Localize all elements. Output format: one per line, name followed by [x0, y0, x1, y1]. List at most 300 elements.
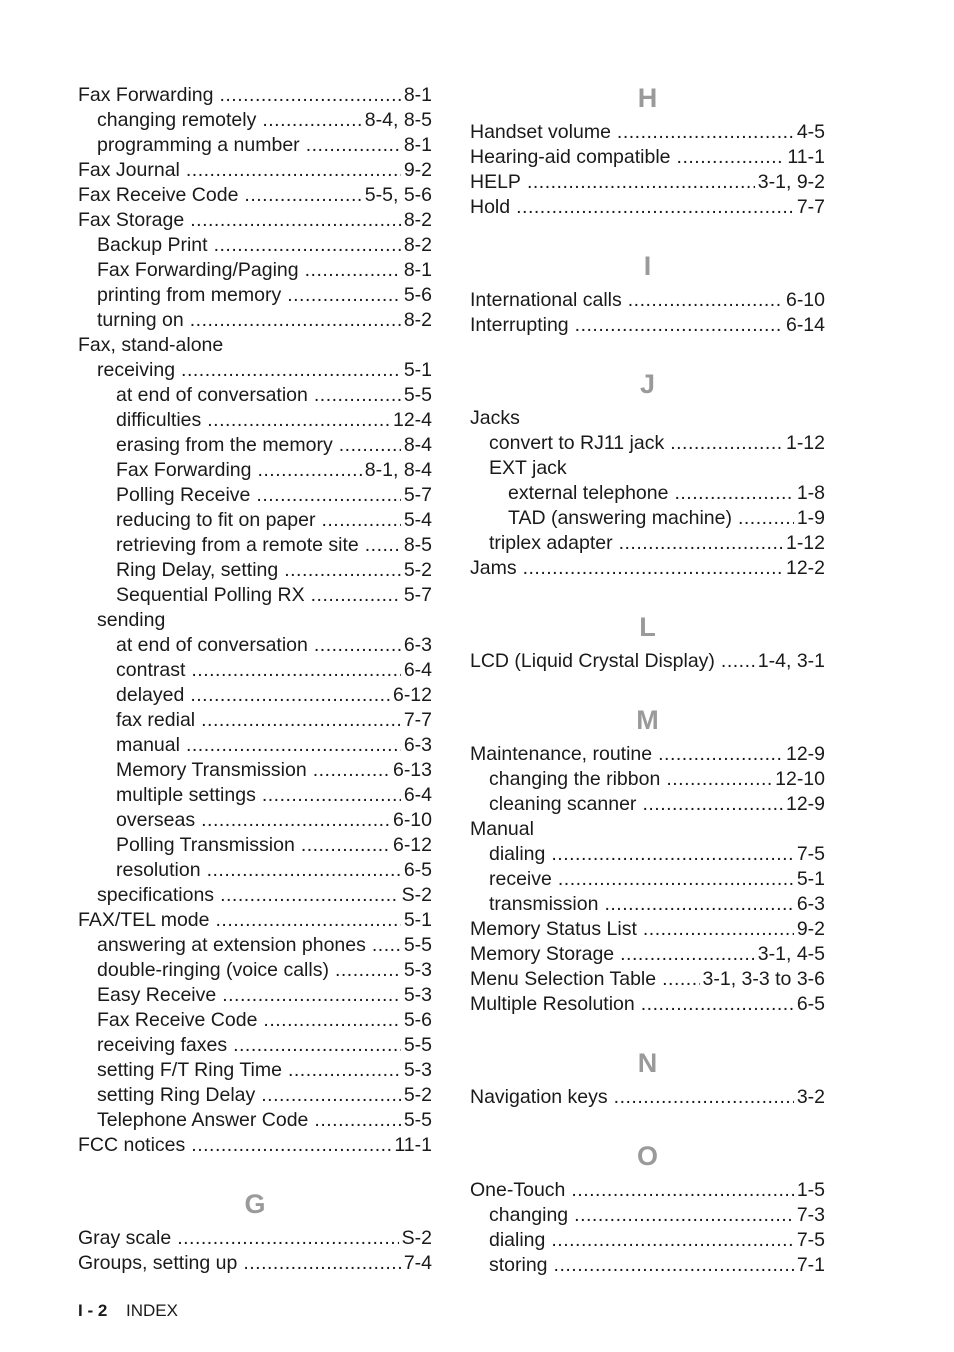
dot-leader [372, 933, 401, 958]
index-term: Fax Receive Code [97, 1009, 258, 1031]
index-term: contrast [116, 659, 186, 681]
index-term: turning on [97, 309, 184, 331]
footer-page-number: I - 2 [78, 1301, 108, 1320]
index-page-ref: 3-1, 9-2 [757, 171, 825, 193]
index-entry [78, 883, 432, 908]
dot-leader [216, 908, 401, 933]
index-term: Telephone Answer Code [97, 1109, 309, 1131]
index-page-ref: 7-7 [796, 196, 825, 218]
index-page-ref: 8-1, 8-4 [364, 459, 432, 481]
index-page-ref: 8-1 [403, 134, 432, 156]
index-page-ref: 7-1 [796, 1254, 825, 1276]
index-page-ref: 6-14 [785, 314, 825, 336]
dot-leader [666, 767, 772, 792]
index-page-ref: 1-5 [796, 1179, 825, 1201]
index-page-ref: 5-6 [403, 1009, 432, 1031]
index-page-ref: 8-2 [403, 209, 432, 231]
dot-leader [214, 233, 401, 258]
index-term: Fax, stand-alone [78, 334, 224, 356]
index-term: multiple settings [116, 784, 256, 806]
index-page-ref: 5-5 [403, 1109, 432, 1131]
index-term: Hold [470, 196, 511, 218]
index-page-ref: 1-12 [785, 532, 825, 554]
index-page-ref: 6-12 [392, 684, 432, 706]
index-entry [470, 431, 825, 456]
index-term: difficulties [116, 409, 202, 431]
index-term: setting F/T Ring Time [97, 1059, 282, 1081]
index-entry [78, 158, 432, 183]
index-entry [78, 1226, 432, 1251]
index-entry [470, 288, 825, 313]
index-page-ref: 8-5 [403, 534, 432, 556]
index-page-ref: 12-2 [785, 557, 825, 579]
index-term: Memory Status List [470, 918, 637, 940]
dot-leader [314, 383, 401, 408]
dot-leader [190, 208, 401, 233]
dot-leader [201, 708, 401, 733]
index-page-ref: 5-3 [403, 1059, 432, 1081]
index-term: storing [489, 1254, 548, 1276]
index-entry [470, 649, 825, 674]
dot-leader [263, 1008, 400, 1033]
index-entry [470, 170, 825, 195]
index-page-ref: 3-2 [796, 1086, 825, 1108]
dot-leader [516, 195, 794, 220]
index-term: HELP [470, 171, 521, 193]
index-page-ref: 7-4 [403, 1252, 432, 1274]
index-entry [78, 133, 432, 158]
index-term: overseas [116, 809, 196, 831]
index-letter-heading: M [636, 705, 659, 735]
index-term: sending [97, 609, 166, 631]
index-term: reducing to fit on paper [116, 509, 316, 531]
dot-leader [186, 733, 401, 758]
index-entry [470, 556, 825, 581]
dot-leader [191, 658, 400, 683]
index-page-ref: 5-5 [403, 384, 432, 406]
index-term: external telephone [508, 482, 669, 504]
index-term: changing remotely [97, 109, 257, 131]
dot-leader [628, 288, 783, 313]
index-term: Fax Forwarding/Paging [97, 259, 299, 281]
dot-leader [643, 917, 794, 942]
index-term: EXT jack [489, 457, 567, 479]
index-term: Fax Forwarding [116, 459, 252, 481]
index-page-ref: 12-9 [785, 793, 825, 815]
index-entry [78, 608, 432, 633]
index-entry [78, 383, 432, 408]
index-page-ref: 11-1 [394, 1134, 432, 1156]
index-entry [470, 842, 825, 867]
dot-leader [262, 783, 401, 808]
index-page-ref: 4-5 [796, 121, 825, 143]
index-term: resolution [116, 859, 201, 881]
dot-leader [551, 1228, 793, 1253]
index-entry [470, 195, 825, 220]
index-term: Hearing-aid compatible [470, 146, 671, 168]
index-term: receive [489, 868, 552, 890]
index-page-ref: 6-5 [403, 859, 432, 881]
dot-leader [186, 158, 401, 183]
index-entry [470, 917, 825, 942]
index-page-ref: 6-4 [403, 659, 432, 681]
index-entry [470, 792, 825, 817]
index-term: convert to RJ11 jack [489, 432, 665, 454]
index-letter-heading: J [639, 369, 656, 399]
index-term: Sequential Polling RX [116, 584, 305, 606]
dot-leader [677, 145, 785, 170]
index-page-ref: 5-2 [403, 559, 432, 581]
index-entry [78, 683, 432, 708]
index-page-ref: 5-3 [403, 984, 432, 1006]
index-page-ref: 1-9 [796, 507, 825, 529]
dot-leader [558, 867, 794, 892]
index-entry [78, 758, 432, 783]
index-page-ref: 7-5 [796, 843, 825, 865]
index-page-ref: 6-10 [392, 809, 432, 831]
index-term: Polling Receive [116, 484, 251, 506]
index-term: answering at extension phones [97, 934, 366, 956]
dot-leader [571, 1178, 793, 1203]
index-letter-heading: I [643, 251, 652, 281]
index-entry [470, 506, 825, 531]
dot-leader [620, 942, 755, 967]
dot-leader [619, 531, 783, 556]
index-entry [470, 481, 825, 506]
index-term: Handset volume [470, 121, 611, 143]
index-entry [78, 83, 432, 108]
index-entry [78, 808, 432, 833]
index-entry [78, 483, 432, 508]
dot-leader [574, 1203, 794, 1228]
index-page-ref: 5-7 [403, 484, 432, 506]
page-footer [78, 1300, 178, 1322]
index-term: receiving faxes [97, 1034, 228, 1056]
dot-leader [288, 1058, 401, 1083]
index-entry [470, 145, 825, 170]
index-entry [78, 708, 432, 733]
index-term: double-ringing (voice calls) [97, 959, 329, 981]
index-page-ref: 5-1 [796, 868, 825, 890]
index-term: setting Ring Delay [97, 1084, 256, 1106]
index-entry [470, 867, 825, 892]
dot-leader [190, 683, 390, 708]
index-entry [78, 333, 432, 358]
index-term: FAX/TEL mode [78, 909, 210, 931]
index-term: Navigation keys [470, 1086, 608, 1108]
index-entry [78, 1058, 432, 1083]
index-page-ref: 5-5 [403, 1034, 432, 1056]
dot-leader [284, 558, 401, 583]
index-letter-heading: H [637, 83, 658, 113]
index-page-ref: 5-5, 5-6 [364, 184, 432, 206]
index-term: delayed [116, 684, 185, 706]
dot-leader [738, 506, 794, 531]
index-entry [470, 456, 825, 481]
index-entry [78, 1083, 432, 1108]
index-page-ref: 6-3 [403, 734, 432, 756]
index-page-ref: 6-10 [785, 289, 825, 311]
index-page-ref: 8-4, 8-5 [364, 109, 432, 131]
index-entry [470, 992, 825, 1017]
index-page-ref: 7-5 [796, 1229, 825, 1251]
index-entry [470, 120, 825, 145]
dot-leader [321, 508, 400, 533]
index-page-ref: 6-13 [392, 759, 432, 781]
index-term: manual [116, 734, 180, 756]
dot-leader [314, 633, 401, 658]
index-term: Fax Forwarding [78, 84, 214, 106]
dot-leader [301, 833, 390, 858]
index-entry [470, 531, 825, 556]
index-entry [470, 892, 825, 917]
index-term: Memory Transmission [116, 759, 307, 781]
dot-leader [287, 283, 401, 308]
index-term: Backup Print [97, 234, 208, 256]
index-term: programming a number [97, 134, 300, 156]
index-entry [78, 858, 432, 883]
index-page-ref: 7-3 [796, 1204, 825, 1226]
index-term: Jacks [470, 407, 520, 429]
index-entry [470, 313, 825, 338]
index-term: Groups, setting up [78, 1252, 238, 1274]
dot-leader [243, 1251, 400, 1276]
index-entry [470, 1178, 825, 1203]
index-page-ref: S-2 [401, 884, 432, 906]
dot-leader [181, 358, 401, 383]
dot-leader [191, 1133, 391, 1158]
dot-leader [222, 983, 401, 1008]
index-entry [470, 1085, 825, 1110]
index-term: dialing [489, 843, 546, 865]
dot-leader [311, 583, 401, 608]
index-entry [78, 233, 432, 258]
index-entry [78, 908, 432, 933]
index-term: Menu Selection Table [470, 968, 657, 990]
index-term: TAD (answering machine) [508, 507, 732, 529]
index-entry [78, 1108, 432, 1133]
index-term: Manual [470, 818, 534, 840]
index-entry [470, 817, 825, 842]
index-column-left [78, 83, 432, 1276]
dot-leader [662, 967, 699, 992]
dot-leader [261, 1083, 401, 1108]
dot-leader [551, 842, 793, 867]
index-entry [78, 583, 432, 608]
index-term: Interrupting [470, 314, 569, 336]
index-term: One-Touch [470, 1179, 566, 1201]
index-entry [78, 658, 432, 683]
index-entry [470, 1253, 825, 1278]
dot-leader [201, 808, 390, 833]
index-entry [78, 358, 432, 383]
index-entry [78, 433, 432, 458]
index-term: printing from memory [97, 284, 282, 306]
dot-leader [220, 883, 399, 908]
index-entry [78, 983, 432, 1008]
index-page-ref: 5-4 [403, 509, 432, 531]
dot-leader [314, 1108, 400, 1133]
index-page-ref: 1-8 [796, 482, 825, 504]
index-term: fax redial [116, 709, 196, 731]
index-letter-heading: G [244, 1189, 266, 1219]
index-entry [78, 458, 432, 483]
index-term: Multiple Resolution [470, 993, 635, 1015]
index-page-ref: 5-1 [403, 359, 432, 381]
index-entry [78, 408, 432, 433]
index-entry [78, 733, 432, 758]
index-page-ref: 8-2 [403, 234, 432, 256]
dot-leader [335, 958, 401, 983]
index-letter-heading: N [637, 1048, 658, 1078]
index-page-ref: 7-7 [403, 709, 432, 731]
dot-leader [523, 556, 783, 581]
index-page-ref: 9-2 [796, 918, 825, 940]
dot-leader [207, 408, 390, 433]
index-page-ref: 8-1 [403, 259, 432, 281]
index-term: Fax Storage [78, 209, 185, 231]
dot-leader [674, 481, 793, 506]
index-term: dialing [489, 1229, 546, 1251]
index-page-ref: 8-2 [403, 309, 432, 331]
index-term: FCC notices [78, 1134, 186, 1156]
index-letter-heading: L [639, 612, 656, 642]
index-term: International calls [470, 289, 622, 311]
index-term: Gray scale [78, 1227, 172, 1249]
index-term: Jams [470, 557, 517, 579]
index-page-ref: 5-6 [403, 284, 432, 306]
index-page-ref: 3-1, 4-5 [757, 943, 825, 965]
dot-leader [305, 258, 401, 283]
index-page-ref: 5-3 [403, 959, 432, 981]
index-term: at end of conversation [116, 384, 308, 406]
index-entry [78, 533, 432, 558]
index-page-ref: 8-1 [403, 84, 432, 106]
index-term: Fax Journal [78, 159, 180, 181]
dot-leader [207, 858, 401, 883]
dot-leader [244, 183, 361, 208]
index-term: Memory Storage [470, 943, 615, 965]
index-entry [78, 1033, 432, 1058]
index-page-ref: 5-5 [403, 934, 432, 956]
dot-leader [554, 1253, 794, 1278]
index-page-ref: S-2 [401, 1227, 432, 1249]
dot-leader [527, 170, 755, 195]
index-page-ref: 1-12 [785, 432, 825, 454]
index-term: Polling Transmission [116, 834, 295, 856]
index-term: LCD (Liquid Crystal Display) [470, 650, 715, 672]
dot-leader [617, 120, 794, 145]
dot-leader [604, 892, 793, 917]
index-term: Ring Delay, setting [116, 559, 279, 581]
index-page-ref: 1-4, 3-1 [757, 650, 825, 672]
index-term: erasing from the memory [116, 434, 333, 456]
index-page-ref: 6-3 [403, 634, 432, 656]
index-page-ref: 12-4 [392, 409, 432, 431]
dot-leader [219, 83, 400, 108]
index-page-ref: 6-12 [392, 834, 432, 856]
dot-leader [262, 108, 361, 133]
index-entry [470, 967, 825, 992]
index-page-ref: 11-1 [787, 146, 825, 168]
index-entry [78, 283, 432, 308]
dot-leader [614, 1085, 794, 1110]
index-entry [470, 742, 825, 767]
index-entry [78, 933, 432, 958]
index-entry [78, 833, 432, 858]
index-entry [470, 406, 825, 431]
index-entry [78, 1008, 432, 1033]
index-page-ref: 9-2 [403, 159, 432, 181]
index-entry [470, 1203, 825, 1228]
index-entry [78, 1251, 432, 1276]
index-entry [78, 183, 432, 208]
footer-section-title: INDEX [126, 1301, 178, 1320]
index-term: Maintenance, routine [470, 743, 653, 765]
dot-leader [339, 433, 401, 458]
index-entry [78, 258, 432, 283]
index-term: cleaning scanner [489, 793, 637, 815]
index-page-ref: 6-5 [796, 993, 825, 1015]
index-term: specifications [97, 884, 215, 906]
index-term: Fax Receive Code [78, 184, 239, 206]
dot-leader [641, 992, 794, 1017]
index-page-ref: 12-9 [785, 743, 825, 765]
index-page-ref: 8-4 [403, 434, 432, 456]
index-page-ref: 6-3 [796, 893, 825, 915]
index-term: Easy Receive [97, 984, 217, 1006]
index-term: transmission [489, 893, 599, 915]
dot-leader [233, 1033, 401, 1058]
index-page-ref: 5-2 [403, 1084, 432, 1106]
dot-leader [313, 758, 390, 783]
index-column-right [470, 83, 825, 1278]
index-page-ref: 5-7 [403, 584, 432, 606]
index-entry [78, 108, 432, 133]
index-letter-heading: O [636, 1141, 658, 1171]
dot-leader [658, 742, 783, 767]
dot-leader [575, 313, 783, 338]
dot-leader [365, 533, 401, 558]
index-page-ref: 6-4 [403, 784, 432, 806]
index-entry [78, 783, 432, 808]
index-entry [78, 508, 432, 533]
index-term: retrieving from a remote site [116, 534, 359, 556]
index-page-ref: 12-10 [775, 768, 825, 790]
dot-leader [670, 431, 783, 456]
dot-leader [642, 792, 783, 817]
index-term: changing [489, 1204, 569, 1226]
index-entry [78, 958, 432, 983]
dot-leader [306, 133, 401, 158]
index-entry [470, 942, 825, 967]
dot-leader [257, 458, 361, 483]
index-entry [470, 767, 825, 792]
index-entry [78, 208, 432, 233]
index-entry [78, 633, 432, 658]
index-entry [470, 1228, 825, 1253]
index-term: receiving [97, 359, 176, 381]
index-page-ref: 5-1 [403, 909, 432, 931]
dot-leader [177, 1226, 398, 1251]
index-term: triplex adapter [489, 532, 613, 554]
index-entry [78, 308, 432, 333]
dot-leader [256, 483, 400, 508]
dot-leader [190, 308, 401, 333]
index-entry [78, 558, 432, 583]
index-term: at end of conversation [116, 634, 308, 656]
dot-leader [721, 649, 755, 674]
